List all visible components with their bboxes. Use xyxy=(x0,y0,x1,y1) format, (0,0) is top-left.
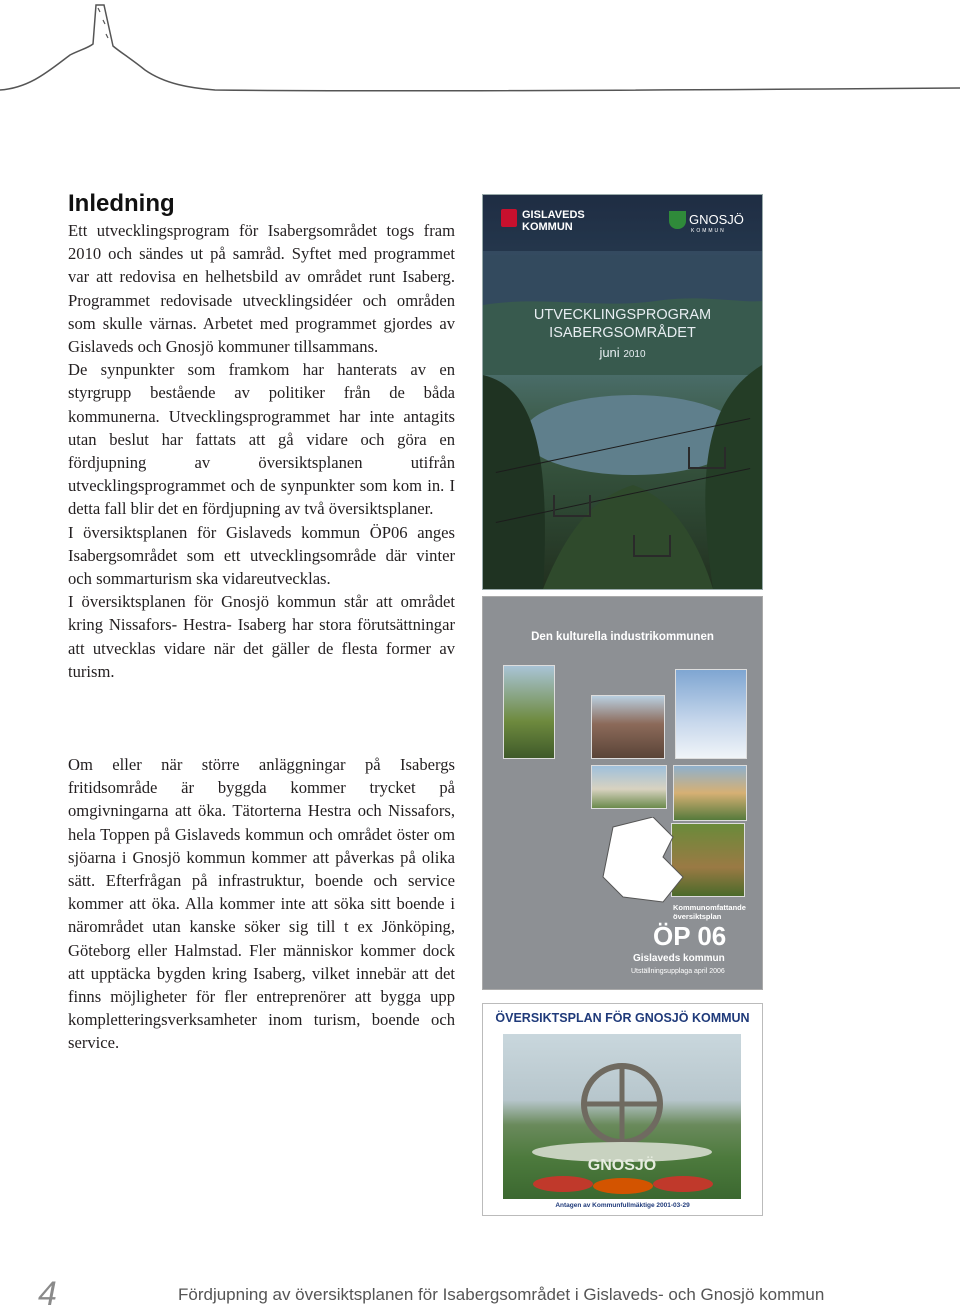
municipality-map-icon xyxy=(593,817,693,907)
gislaved-logo-text: GISLAVEDS KOMMUN xyxy=(522,209,585,233)
gnosjo-sculpture-photo xyxy=(503,1034,741,1199)
paragraph: I översiktsplanen för Gnosjö kommun står att området kring Nissafors- Hestra- Isaberg har stora förutsättningar att utvecklas vidare när det gäller de flesta former av turism. xyxy=(68,592,455,681)
page-heading: Inledning xyxy=(68,190,175,217)
chairlift-seat xyxy=(553,495,591,517)
chairlift-seat xyxy=(633,535,671,557)
gnosjo-logo-sub: KOMMUN xyxy=(691,228,726,234)
photo-building xyxy=(591,695,665,759)
gnosjo-logo-icon xyxy=(669,211,686,229)
cover-date-month: juni xyxy=(599,345,620,360)
second-column xyxy=(68,753,455,1055)
cover-gnosjo-op xyxy=(482,1003,763,1216)
tower-logo-icon xyxy=(0,0,960,100)
plan-edition: Utställningsupplaga april 2006 xyxy=(631,968,725,975)
paragraph: De synpunkter som framkom har hanterats av en styrgrupp bestående av politiker från de båda kommunerna. Utvecklingsprogrammet har inte antagits utan beslut har fattats att gå vidare och göra en fördjupning av översiktsplanen utifrån utvecklingsprogrammet och de synpunkter som kom in. I detta fall blir det en fördjupning av två översiktsplaner. xyxy=(68,360,455,519)
plan-kind: Kommunomfattande översiktsplan xyxy=(673,903,746,921)
cover-heading: Den kulturella industrikommunen xyxy=(531,631,714,643)
cover-title-line2: ISABERGSOMRÅDET xyxy=(549,325,696,341)
cover-utvecklingsprogram xyxy=(482,194,763,590)
landscape-illustration xyxy=(483,255,762,589)
cover-op06 xyxy=(482,596,763,990)
paragraph: I översiktsplanen för Gislaveds kommun ÖP06 anges Isabergsområdet som ett utvecklingsområde där vinter och sommarturism ska vidareutvecklas. xyxy=(68,522,455,589)
gislaved-logo-icon xyxy=(501,209,517,227)
sculpture-illustration xyxy=(503,1034,741,1199)
cover-title: ÖVERSIKTSPLAN FÖR GNOSJÖ KOMMUN xyxy=(495,1011,750,1025)
photo-rail xyxy=(503,665,555,759)
intro-column xyxy=(68,219,455,683)
photo-tower xyxy=(675,669,747,759)
page-number: 4 xyxy=(38,1275,57,1313)
page-footer: Fördjupning av översiktsplanen för Isabergsområdet i Gislaveds- och Gnosjö kommun xyxy=(178,1285,825,1304)
gnosjo-logo-text: GNOSJÖ xyxy=(689,212,744,227)
cover-footer: Antagen av Kommunfullmäktige 2001-03-29 xyxy=(555,1202,690,1209)
paragraph: Om eller när större anläggningar på Isabergs fritidsområde är byggda kommer trycket på omgivningarna att öka. Tätorterna Hestra och Nissafors, hela Toppen på Gislaveds kommun och området öster om sjöarna i Gnosjö kommun kommer att påverkas på olika sätt. Efterfrågan på infrastruktur, boende och service kommer att öka. Alla kommer inte att söka sitt boende i närområdet utan kanske söker sig till t ex Jönköping, Göteborg eller Halmstad. Fler människor kommer dock att upptäcka bygden kring Isaberg, vilket innebär att det finns möjligheter för fler entreprenörer att bygga upp kompletteringsverksamheter inom turism, boende och service. xyxy=(68,755,455,1053)
plan-municipality: Gislaveds kommun xyxy=(633,953,725,964)
cover-date xyxy=(483,345,762,360)
photo-manor xyxy=(673,765,747,821)
plan-name: ÖP 06 xyxy=(653,921,727,951)
cover-title-line1: UTVECKLINGSPROGRAM xyxy=(533,307,712,323)
cover-date-year: 2010 xyxy=(623,349,646,360)
photo-house xyxy=(591,765,667,809)
chairlift-seat xyxy=(688,447,726,469)
ground-text: GNOSJÖ xyxy=(587,1157,657,1174)
paragraph: Ett utvecklingsprogram för Isabergsområdet togs fram 2010 och sändes ut på samråd. Syftet med programmet var att redovisa en helhetsbild av området runt Isaberg. Programmet redovisade utvecklingsidéer och områden som skulle värnas. Arbetet med programmet gjordes av Gislaveds och Gnosjö kommuner tillsammans. xyxy=(68,221,455,357)
